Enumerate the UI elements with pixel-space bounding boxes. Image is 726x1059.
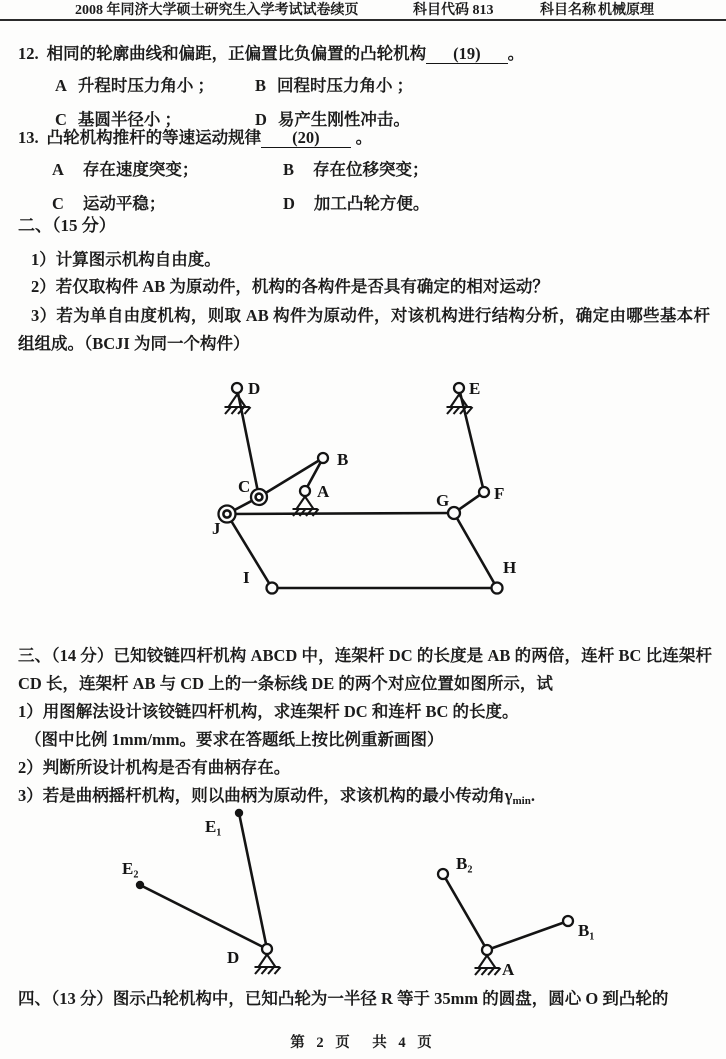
linkage-joints bbox=[219, 383, 503, 594]
label-E: E bbox=[469, 379, 481, 398]
joint-C bbox=[251, 489, 267, 505]
label-B2: B₂ bbox=[456, 854, 473, 873]
label-D: D bbox=[248, 379, 261, 398]
joint-A bbox=[300, 486, 310, 496]
label-I: I bbox=[243, 568, 250, 587]
option-b: B 回程时压力角小 ； bbox=[255, 75, 414, 95]
gamma-min-subscript: min bbox=[512, 795, 531, 807]
joint-J bbox=[219, 506, 236, 523]
section-3-note: （图中比例 1mm/mm。要求在答题纸上按比例重新画图） bbox=[25, 730, 444, 749]
section-4-intro: 四、（13 分）图示凸轮机构中，已知凸轮为一半径 R 等于 35mm 的圆盘，圆心 O 到凸轮的 bbox=[18, 989, 669, 1008]
point-E1 bbox=[235, 809, 243, 817]
question-12-stem: 12. 相同的轮廓曲线和偏距，正偏置比负偏置的凸轮机构 (19) 。 bbox=[18, 44, 525, 63]
option-a: A 存在速度突变； bbox=[52, 159, 199, 179]
ground-D bbox=[225, 395, 251, 415]
linkage-mechanism-diagram bbox=[0, 370, 726, 605]
question-13-stem: 13. 凸轮机构推杆的等速运动规律 (20) 。 bbox=[18, 128, 373, 147]
label-F: F bbox=[494, 484, 505, 503]
section-3-item-1: 1）用图解法设计该铰链四杆机构，求连架杆 DC 和连杆 BC 的长度。 bbox=[18, 702, 519, 721]
subject-name-label: 科目名称 bbox=[540, 3, 596, 18]
label-J: J bbox=[212, 519, 221, 538]
option-d: D 易产生刚性冲击。 bbox=[255, 109, 410, 129]
question-12-number: 12. bbox=[18, 44, 39, 63]
question-12-blank: (19) bbox=[426, 44, 508, 64]
ground-D2 bbox=[255, 955, 281, 975]
point-E2 bbox=[136, 881, 144, 889]
label-A: A bbox=[317, 482, 330, 501]
label-D2: D bbox=[227, 948, 240, 967]
link-AB1 bbox=[487, 921, 568, 950]
question-13-number: 13. bbox=[18, 128, 39, 147]
page-header bbox=[0, 0, 726, 21]
link-JG bbox=[227, 513, 454, 514]
question-12-options bbox=[55, 74, 718, 133]
link-GH bbox=[454, 513, 497, 588]
joint-D bbox=[232, 383, 242, 393]
point-B2 bbox=[438, 869, 448, 879]
label-E1: E₁ bbox=[205, 817, 222, 836]
section-2-item-3: 3）若为单自由度机构，则取 AB 构件为原动件，对该机构进行结构分析，确定由哪些基本杆组组成。（BCJI 为同一个构件） bbox=[18, 306, 710, 353]
label-H: H bbox=[503, 558, 517, 577]
joint-H bbox=[492, 583, 503, 594]
option-a: A 升程时压力角小 ； bbox=[55, 75, 215, 95]
section-3-item-3: 3）若是曲柄摇杆机构，则以曲柄为原动件，求该机构的最小传动角$\gamma_{min}$. bbox=[18, 786, 535, 807]
joint-G bbox=[448, 507, 460, 519]
joint-I bbox=[267, 583, 278, 594]
ground-A2 bbox=[475, 956, 501, 976]
exam-title: 2008 年同济大学硕士研究生入学考试试卷续页 bbox=[75, 3, 359, 18]
option-d: D 加工凸轮方便。 bbox=[283, 193, 430, 213]
label-B1: B₁ bbox=[578, 921, 595, 940]
label-A2: A bbox=[502, 960, 515, 979]
option-c: C 基圆半径小 ； bbox=[55, 109, 182, 129]
subject-code: 科目代码 813 bbox=[413, 3, 494, 18]
question-13 bbox=[18, 126, 718, 216]
link-DE1 bbox=[239, 813, 267, 949]
question-12 bbox=[18, 42, 718, 132]
page-footer: 第 2 页 共 4 页 bbox=[290, 1035, 436, 1051]
question-13-blank: (20) bbox=[261, 128, 351, 148]
label-E2: E₂ bbox=[122, 859, 139, 878]
section-3-intro: 三、（14 分）已知铰链四杆机构 ABCD 中，连架杆 DC 的长度是 AB 的两倍，连杆 BC 比连架杆 CD 长，连架杆 AB 与 CD 上的一条标线 DE 的两个对应位置如图所示，试 bbox=[18, 646, 712, 693]
label-C: C bbox=[238, 477, 251, 496]
question-13-options bbox=[52, 158, 718, 217]
joint-E bbox=[454, 383, 464, 393]
section-2-item-2: 2）若仅取构件 AB 为原动件，机构的各构件是否具有确定的相对运动？ bbox=[31, 277, 549, 296]
section-3 bbox=[18, 642, 712, 815]
point-B1 bbox=[563, 916, 573, 926]
link-EF bbox=[459, 388, 484, 492]
joint-B bbox=[318, 453, 328, 463]
option-c: C 运动平稳； bbox=[52, 193, 166, 213]
section-2-heading: 二、（15 分） bbox=[18, 216, 116, 235]
link-AB2 bbox=[443, 874, 487, 950]
section-4 bbox=[18, 985, 712, 1013]
label-B: B bbox=[337, 450, 349, 469]
right-figure bbox=[438, 854, 594, 979]
linkage-links bbox=[227, 388, 497, 588]
joint-A2 bbox=[482, 945, 492, 955]
two-position-diagram bbox=[0, 800, 726, 985]
section-3-item-2: 2）判断所设计机构是否有曲柄存在。 bbox=[18, 758, 291, 777]
joint-F bbox=[479, 487, 489, 497]
joint-D2 bbox=[262, 944, 272, 954]
label-G: G bbox=[436, 491, 450, 510]
option-b: B 存在位移突变； bbox=[283, 159, 429, 179]
section-2-item-1: 1）计算图示机构自由度。 bbox=[31, 250, 221, 269]
subject-name: 机械原理 bbox=[598, 3, 654, 18]
left-figure bbox=[122, 809, 281, 974]
link-DE2 bbox=[140, 885, 267, 949]
